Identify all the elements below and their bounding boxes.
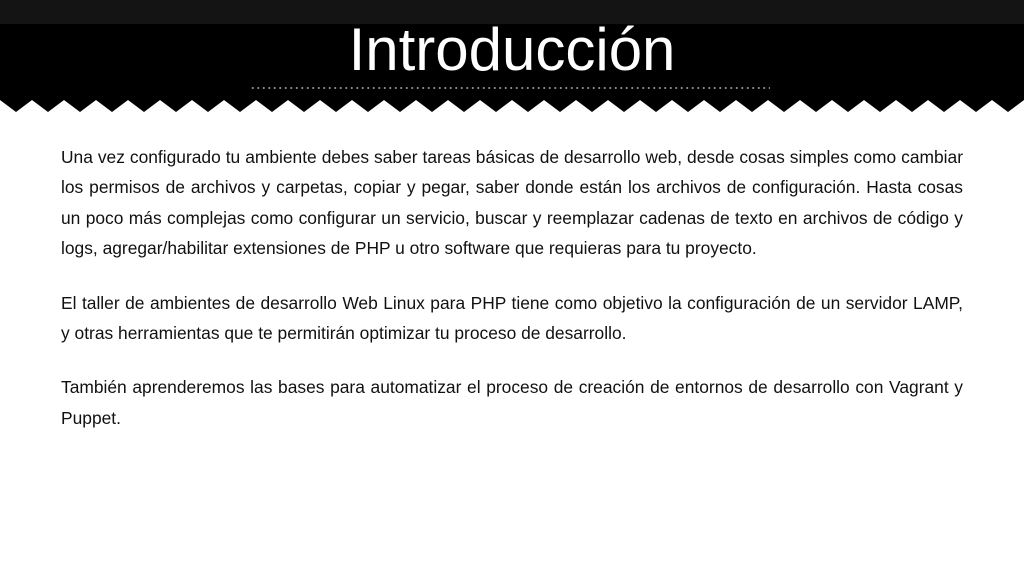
slide-body — [61, 142, 963, 457]
paragraph-taller: El taller de ambientes de desarrollo Web Linux para PHP tiene como objetivo la configuración de un servidor LAMP, y otras herramientas que te permitirán optimizar tu proceso de desarrollo. — [61, 292, 963, 344]
paragraph-intro: Una vez configurado tu ambiente debes saber tareas básicas de desarrollo web, desde cosas simples como cambiar los permisos de archivos y carpetas, copiar y pegar, saber donde están los archivos de configuración. Hasta cosas un poco más complejas como configurar un servicio, buscar y reemplazar cadenas de texto en archivos de código y logs, agregar/habilitar extensiones de PHP u otro software que requieras para tu proyecto. — [61, 147, 963, 259]
slide-title: Introducción — [348, 16, 676, 83]
title-dotted-divider — [250, 86, 770, 90]
paragraph-automatizar: También aprenderemos las bases para automatizar el proceso de creación de entornos de desarrollo con Vagrant y Puppet. — [61, 377, 963, 428]
